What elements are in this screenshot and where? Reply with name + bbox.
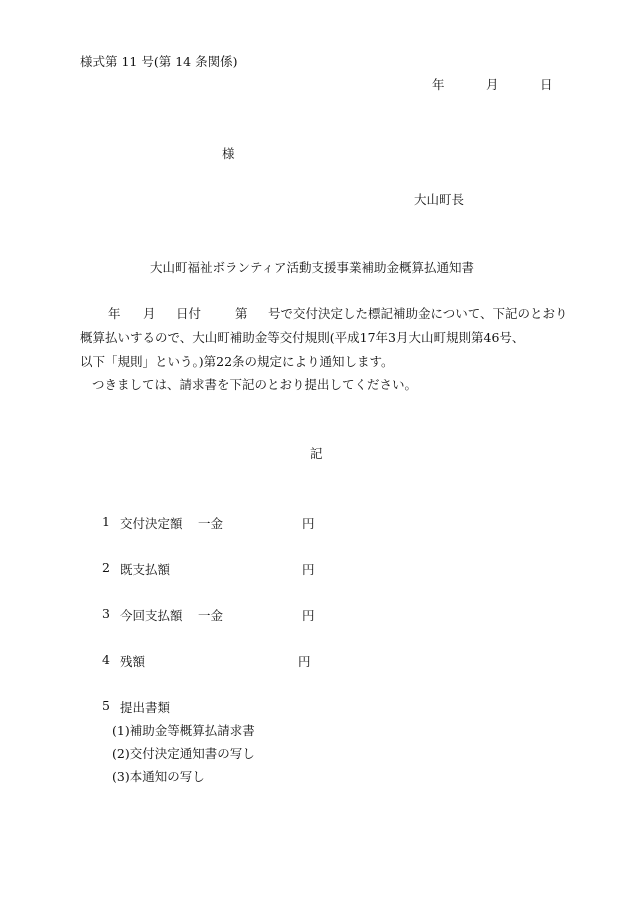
- item-label: 残額: [120, 654, 146, 669]
- sender-name: 大山町長: [414, 192, 465, 207]
- item-unit: 円: [302, 608, 315, 623]
- date-day-label: 日: [540, 77, 553, 92]
- item-prefix: 一金: [198, 516, 224, 531]
- documents-number: 5: [102, 698, 110, 713]
- item-number: 1: [102, 514, 110, 529]
- item-label: 今回支払額: [120, 608, 183, 623]
- body-line1-text: 号で交付決定した標記補助金について、下記のとおり: [268, 306, 568, 321]
- document-title: 大山町福祉ボランティア活動支援事業補助金概算払通知書: [150, 260, 475, 275]
- document-item: (2)交付決定通知書の写し: [112, 746, 255, 761]
- item-unit: 円: [302, 516, 315, 531]
- recipient-suffix: 様: [222, 146, 235, 161]
- form-number: 様式第 11 号(第 14 条関係): [80, 54, 238, 69]
- body-line4: つきましては、請求書を下記のとおり提出してください。: [92, 377, 418, 392]
- item-label: 既支払額: [120, 562, 171, 577]
- body-day-ref: 日付: [176, 306, 202, 321]
- body-month-label: 月: [143, 306, 156, 321]
- date-year-label: 年: [432, 77, 445, 92]
- item-number: 2: [102, 560, 110, 575]
- body-line3: 以下「規則」という。)第22条の規定により通知します。: [80, 354, 394, 369]
- item-number: 3: [102, 606, 110, 621]
- item-unit: 円: [302, 562, 315, 577]
- ki-heading: 記: [310, 446, 323, 461]
- item-label: 交付決定額: [120, 516, 183, 531]
- item-prefix: 一金: [198, 608, 224, 623]
- documents-label: 提出書類: [120, 700, 171, 715]
- item-unit: 円: [298, 654, 311, 669]
- body-year-label: 年: [108, 306, 121, 321]
- document-item: (1)補助金等概算払請求書: [112, 723, 255, 738]
- document-item: (3)本通知の写し: [112, 769, 205, 784]
- body-line2: 概算払いするので、大山町補助金等交付規則(平成17年3月大山町規則第46号、: [80, 330, 525, 345]
- date-month-label: 月: [486, 77, 499, 92]
- body-number-prefix: 第: [235, 306, 248, 321]
- item-number: 4: [102, 652, 110, 667]
